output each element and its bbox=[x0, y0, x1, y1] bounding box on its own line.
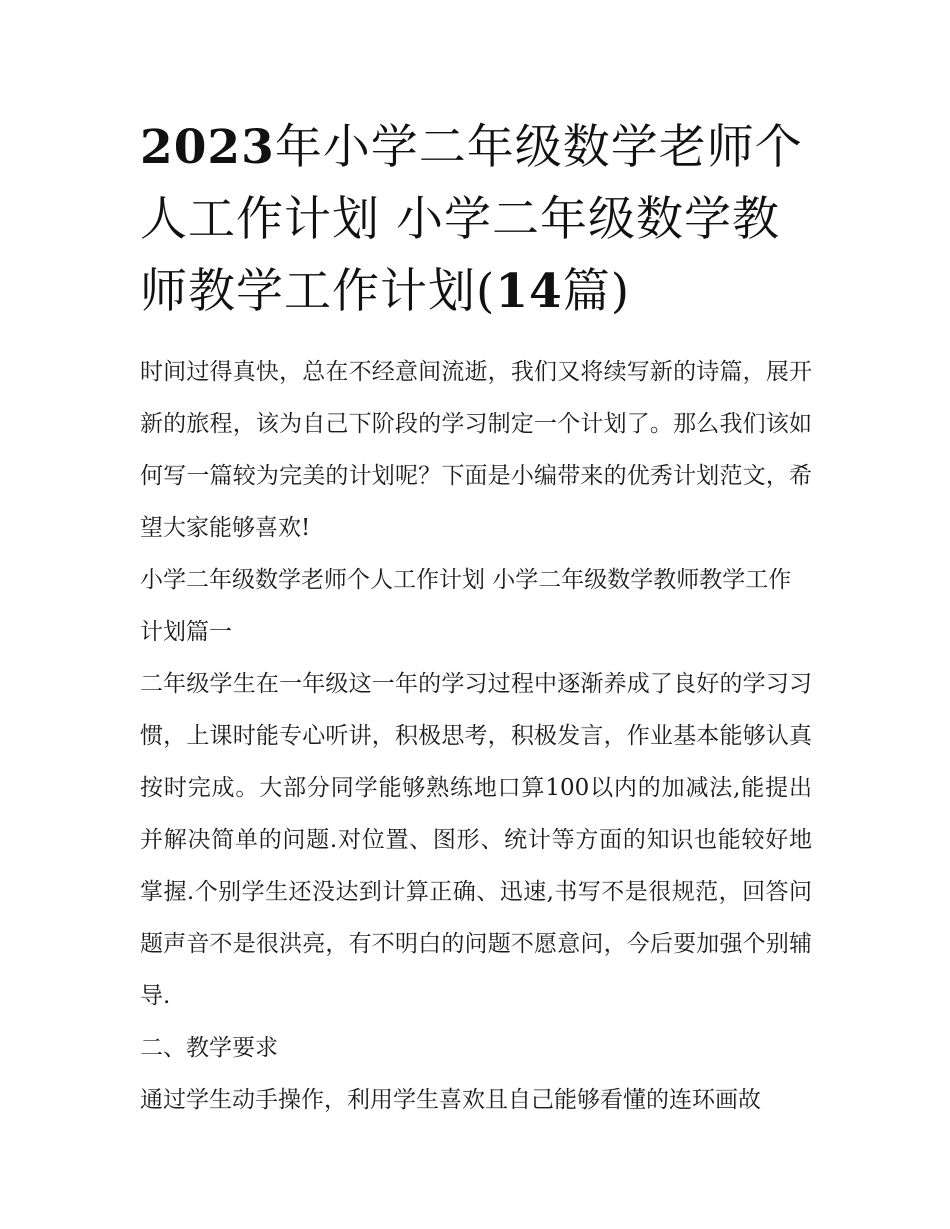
title-count: 14 bbox=[495, 264, 563, 319]
section-title: 小学二年级数学老师个人工作计划 小学二年级数学教师教学工作计划篇一 bbox=[140, 567, 792, 645]
title-end: 篇) bbox=[562, 264, 631, 319]
title-text: 年小学二年级数学老师个人工作计划 小学二年级数学教师教学工作计划( bbox=[140, 120, 803, 319]
body-paragraph-2: 通过学生动手操作，利用学生喜欢且自己能够看懂的连环画故 bbox=[140, 1087, 761, 1113]
body-paragraph-1: 二年级学生在一年级这一年的学习过程中逐渐养成了良好的学习习惯，上课时能专心听讲，积极思考，积极发言，作业基本能够认真按时完成。大部分同学能够熟练地口算100以内的加减法,能提出并解决简单的问题.对位置、图形、统计等方面的知识也能较好地掌握.个别学生还没达到计算正确、迅速,书写不是很规范，回答问题声音不是很洪亮，有不明白的问题不愿意问，今后要加强个别辅导. bbox=[140, 671, 812, 1009]
intro-paragraph: 时间过得真快，总在不经意间流逝，我们又将续写新的诗篇，展开新的旅程，该为自己下阶段的学习制定一个计划了。那么我们该如何写一篇较为完美的计划呢？下面是小编带来的优秀计划范文，希望大家能够喜欢! bbox=[140, 359, 812, 541]
section-heading-teaching-requirements: 二、教学要求 bbox=[140, 1035, 278, 1061]
title-year: 2023 bbox=[140, 120, 275, 175]
document-content bbox=[140, 112, 812, 1126]
document-title bbox=[140, 112, 812, 328]
